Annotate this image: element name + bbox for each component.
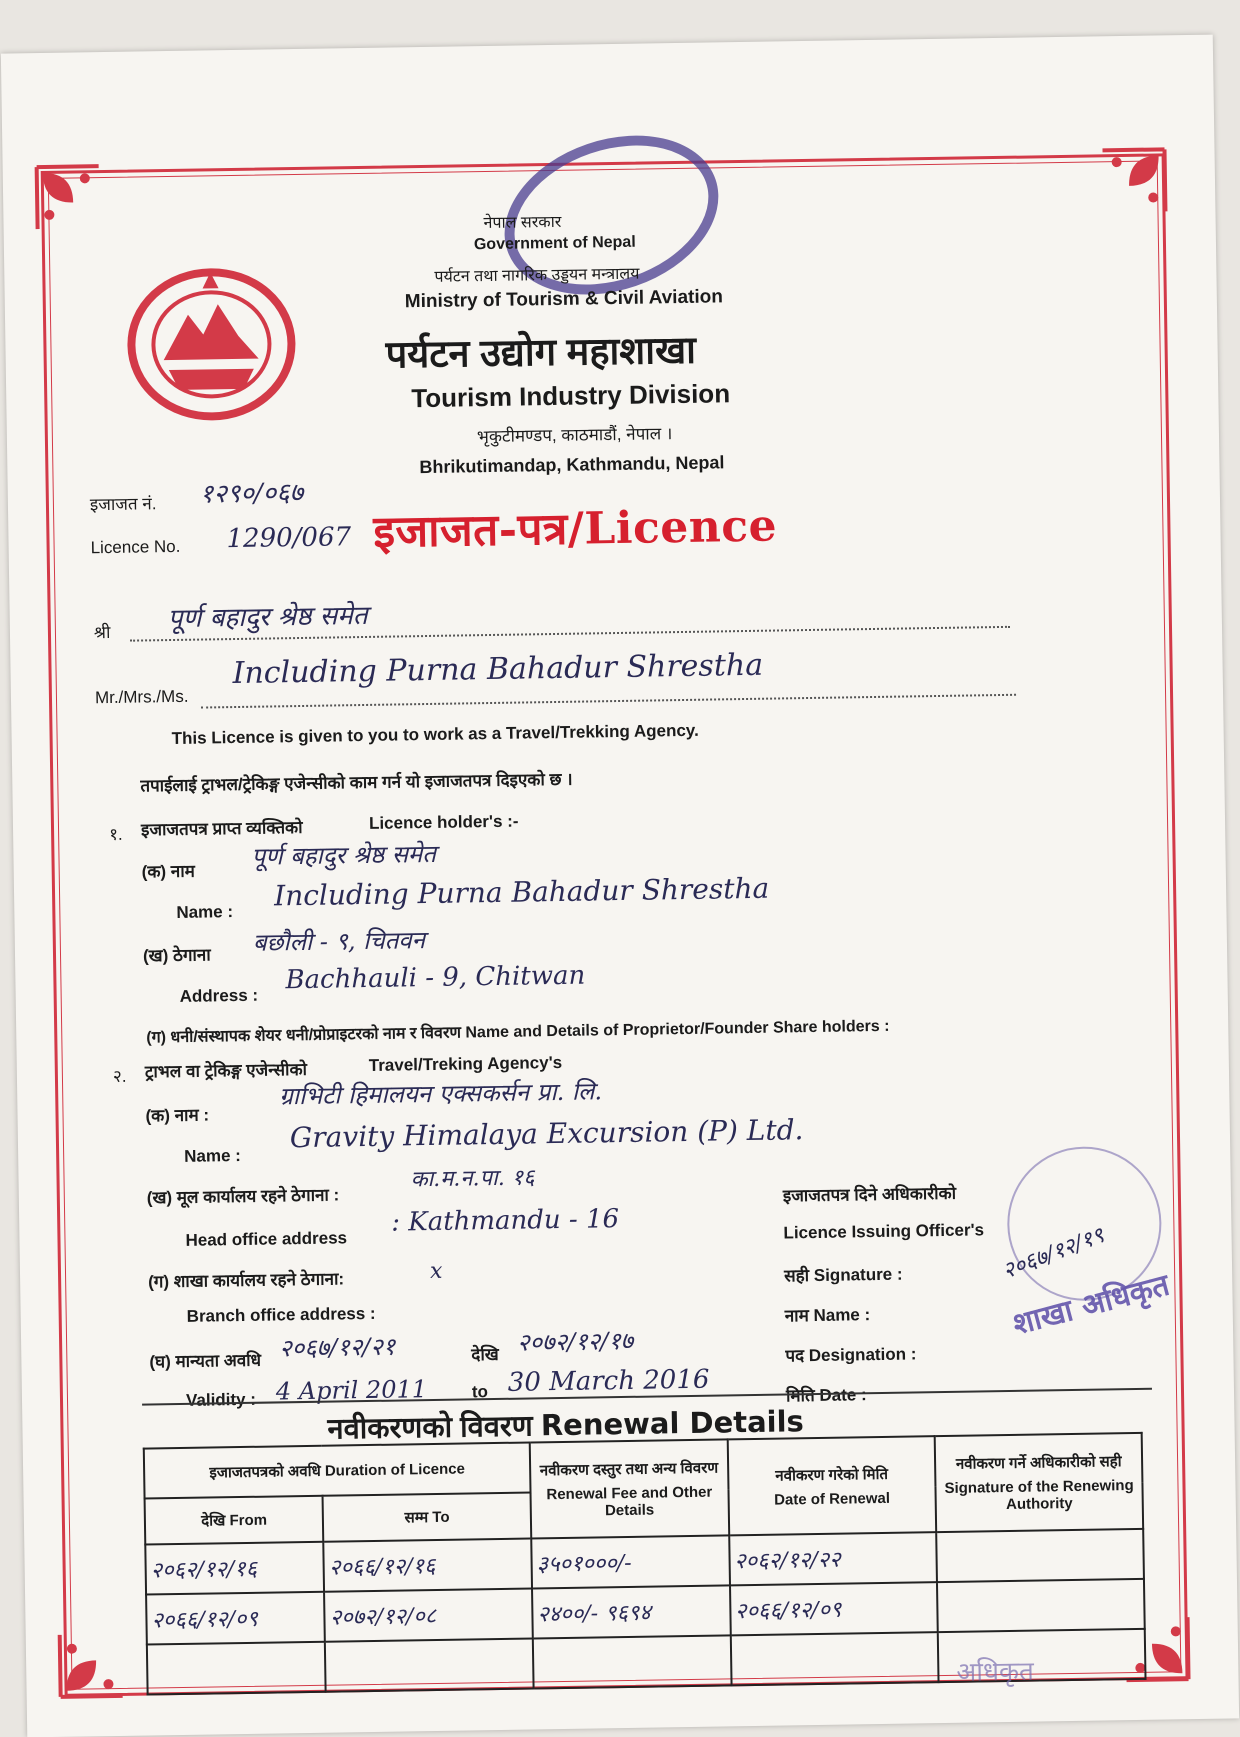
holder-name-en: Including Purna Bahadur Shrestha [232,647,764,692]
gov-np: नेपाल सरकार [483,213,562,233]
col-fee [530,1439,729,1538]
officer-date: मिति Date : [785,1385,867,1406]
col-sig-np: नवीकरण गर्ने अधिकारीको सही [955,1453,1122,1473]
section1-num: १. [108,824,123,845]
s2-validity-from-np: २०६७/१२/२१ [279,1332,396,1363]
row-signature [936,1529,1144,1582]
address-np: भृकुटीमण्डप, काठमाडौं, नेपाल । [476,424,673,447]
section2-heading-en: Travel/Treking Agency's [368,1052,563,1075]
row-date: २०६६/१२/०९ [730,1582,938,1635]
s1-name-label-en: Name : [176,902,234,922]
row-from: २०६२/१२/१६ [145,1542,324,1595]
licence-document [1,35,1239,1737]
s2-validity-to-en: 30 March 2016 [507,1364,710,1398]
corner-ornament-icon [1098,145,1169,216]
row-from: २०६६/१२/०९ [146,1592,325,1645]
s1-addr-label-en: Address : [179,985,259,1006]
col-fee-en: Renewal Fee and Other Details [546,1483,713,1520]
s2-validity-label-en: Validity : [185,1389,257,1410]
address-en: Bhrikutimandap, Kathmandu, Nepal [419,452,725,478]
statement-np: तपाईलाई ट्राभल/ट्रेकिङ्ग एजेन्सीको काम गर्न यो इजाजतपत्र दिइएको छ । [140,769,573,796]
renewal-stamp: अधिकृत [956,1655,1035,1687]
row-to: २०७२/१२/०८ [324,1588,532,1641]
s1-name-value-np: पूर्ण बहादुर श्रेष्ठ समेत [251,839,437,871]
officer-designation: पद Designation : [785,1344,917,1366]
licence-no-label-en: Licence No. [90,536,181,558]
statement-en: This Licence is given to you to work as a Travel/Trekking Agency. [171,720,699,749]
officer-name: नाम Name : [784,1305,871,1326]
ministry-np: पर्यटन तथा नागरिक उड्डयन मन्त्रालय [434,265,640,286]
col-sig-en: Signature of the Renewing Authority [944,1477,1134,1514]
s2-ho-value-np: का.म.न.पा. १६ [410,1165,535,1193]
s1-addr-value-np: बछौली - ९, चितवन [252,926,426,957]
section2-heading-np: ट्राभल वा ट्रेकिङ्ग एजेन्सीको [144,1059,308,1082]
s2-ho-label-np: (ख) मूल कार्यालय रहने ठेगाना : [146,1185,340,1208]
officer-signature: सही Signature : [783,1264,903,1286]
section2-num: २. [112,1066,127,1086]
s1-addr-value-en: Bachhauli - 9, Chitwan [285,960,586,996]
s2-name-label-np: (क) नाम : [145,1105,210,1126]
row-fee: ३५०१०००/- [531,1535,729,1588]
s1-name-value-en: Including Purna Bahadur Shrestha [273,871,770,913]
s2-validity-label-np: (घ) मान्यता अवधि [149,1350,262,1372]
row-date: २०६२/१२/२२ [729,1532,937,1585]
col-to: सम्म To [323,1492,531,1541]
s2-ho-label-en: Head office address [185,1228,348,1250]
s1-name-label-np: (क) नाम [141,861,195,882]
officer-stamp-text: शाखा अधिकृत [1009,1267,1174,1343]
col-duration: इजाजतपत्रको अवधि Duration of Licence [144,1442,531,1498]
division-en: Tourism Industry Division [411,378,731,414]
s2-name-value-en: Gravity Himalaya Excursion (P) Ltd. [289,1113,804,1155]
col-fee-np: नवीकरण दस्तुर तथा अन्य विवरण [539,1459,719,1480]
row-to: २०६६/१२/१६ [324,1538,532,1591]
licence-no-label-np: इजाजत नं. [89,494,157,515]
row-fee: २४००/- ९६९४ [532,1585,730,1638]
mr-label: Mr./Mrs./Ms. [94,686,189,708]
corner-ornament-icon [33,162,104,233]
s1-proprietor: (ग) धनी/संस्थापक शेयर धनी/प्रोप्राइटरको नाम र विवरण Name and Details of Proprietor/Founder Share holders : [146,1017,890,1047]
s2-validity-from-en: 4 April 2011 [275,1375,428,1406]
licence-no-value-np: १२९०/०६७ [199,477,304,510]
division-np: पर्यटन उद्योग महाशाखा [385,329,697,377]
section1-heading-np: इजाजतपत्र प्राप्त व्यक्तिको [140,817,303,840]
shree-label: श्री [93,622,111,643]
s2-name-value-np: ग्राभिटी हिमालयन एक्सकर्सन प्रा. लि. [279,1077,603,1111]
officer-stamp-date: २०६७/१२/१९ [999,1222,1108,1285]
s2-ho-value-en: : Kathmandu - 16 [391,1204,620,1238]
licence-no-value-en: 1290/067 [226,522,352,555]
s2-validity-sep-np: देखि [471,1344,499,1365]
row-fee [533,1635,731,1688]
s2-bo-value: x [429,1258,443,1285]
col-signature [935,1433,1143,1532]
renewal-title-np: नवीकरणको विवरण [327,1410,533,1446]
officer-heading-np: इजाजतपत्र दिने अधिकारीको [782,1183,957,1206]
s2-validity-sep-en: to [471,1382,489,1402]
gov-en: Government of Nepal [473,233,636,254]
corner-ornament-icon [56,1630,127,1701]
page-title: इजाजत-पत्र/Licence [373,500,778,558]
row-signature [937,1579,1145,1632]
s2-name-label-en: Name : [184,1145,242,1166]
col-date [727,1436,936,1535]
s1-addr-label-np: (ख) ठेगाना [142,945,211,966]
renewal-title-en: Renewal Details [540,1404,805,1443]
section1-heading-en: Licence holder's :- [368,811,519,833]
officer-heading-en: Licence Issuing Officer's [783,1220,985,1243]
holder-name-np: पूर्ण बहादुर श्रेष्ठ समेत [167,600,368,635]
ministry-en: Ministry of Tourism & Civil Aviation [404,286,724,313]
row-from [147,1642,326,1695]
s2-bo-label-en: Branch office address : [186,1303,376,1326]
col-from: देखि From [145,1496,324,1545]
s2-validity-to-np: २०७२/१२/१७ [516,1326,634,1357]
row-date [730,1632,938,1685]
col-date-en: Date of Renewal [774,1489,891,1509]
col-date-np: नवीकरण गरेको मिति [775,1465,889,1485]
row-to [325,1638,533,1691]
nepal-emblem-icon [122,263,300,426]
s2-bo-label-np: (ग) शाखा कार्यालय रहने ठेगाना: [148,1269,345,1292]
